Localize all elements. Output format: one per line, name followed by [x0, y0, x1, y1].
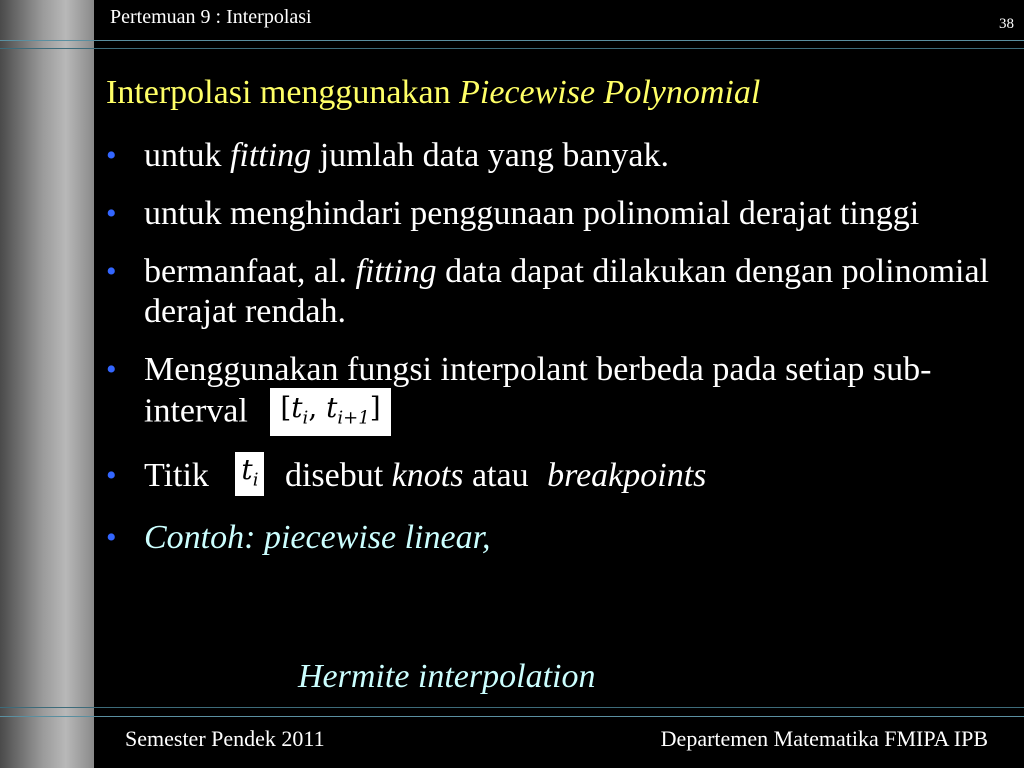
bullet-item — [104, 194, 1014, 234]
heading-italic: Piecewise Polynomial — [459, 74, 761, 111]
footer-rule — [0, 716, 1024, 717]
bullet-item — [104, 350, 1014, 438]
ti-formula — [235, 452, 264, 496]
bullet-text: untuk — [144, 137, 230, 174]
bullet-text: atau — [463, 456, 538, 494]
formula-sub: i — [302, 407, 309, 429]
slide-content — [94, 48, 1024, 707]
bullet-item — [104, 518, 1014, 558]
formula-sub: i — [252, 469, 259, 491]
bullet-item — [104, 136, 1014, 176]
bullet-text: disebut — [284, 456, 392, 494]
bullet-italic: fitting — [229, 137, 312, 174]
bullet-item — [104, 453, 1014, 500]
formula-part: t — [326, 391, 338, 424]
bullet-dot-icon: • — [106, 353, 117, 386]
bullet-italic: breakpoints — [547, 456, 707, 494]
interval-formula — [270, 388, 390, 436]
header-rule — [0, 40, 1024, 41]
formula-part: [ — [280, 391, 292, 424]
header-title: Pertemuan 9 : Interpolasi — [110, 6, 312, 28]
formula-part: , — [308, 391, 327, 424]
bullet-list — [104, 136, 1014, 576]
bullet-text: bermanfaat, al. — [144, 253, 356, 290]
bullet-italic: fitting — [355, 253, 437, 290]
bullet-text: untuk menghindari penggunaan polinomial derajat tinggi — [144, 195, 920, 232]
formula-part: t — [291, 391, 303, 424]
bullet-dot-icon: • — [106, 197, 117, 230]
bullet-text: Titik — [144, 456, 218, 494]
bullet-text: Menggunakan fungsi interpolant berbeda pada setiap sub-interval — [144, 351, 932, 430]
left-gradient-bar — [0, 0, 94, 768]
heading-prefix: Interpolasi menggunakan — [106, 74, 460, 111]
slide-heading — [106, 74, 760, 112]
bullet-dot-icon: • — [106, 458, 117, 492]
bullet-dot-icon: • — [106, 255, 117, 288]
formula-sub: i+1 — [337, 407, 370, 429]
footer-right: Departemen Matematika FMIPA IPB — [660, 726, 988, 751]
bullet-text: jumlah data yang banyak. — [311, 137, 670, 174]
bullet-text: data dapat dilakukan dengan polinomial derajat rendah. — [144, 253, 990, 330]
example-continuation: Hermite interpolation — [298, 658, 596, 695]
page-number: 38 — [999, 16, 1014, 32]
bullet-dot-icon: • — [106, 520, 117, 554]
footer-left: Semester Pendek 2011 — [125, 726, 325, 751]
bullet-item — [104, 252, 1014, 332]
formula-part: ] — [369, 391, 381, 424]
example-text: Contoh: piecewise linear, — [144, 518, 491, 556]
footer-rule-secondary — [0, 707, 1024, 708]
bullet-dot-icon: • — [106, 139, 117, 172]
bullet-italic: knots — [391, 456, 464, 494]
formula-part: t — [241, 453, 253, 486]
